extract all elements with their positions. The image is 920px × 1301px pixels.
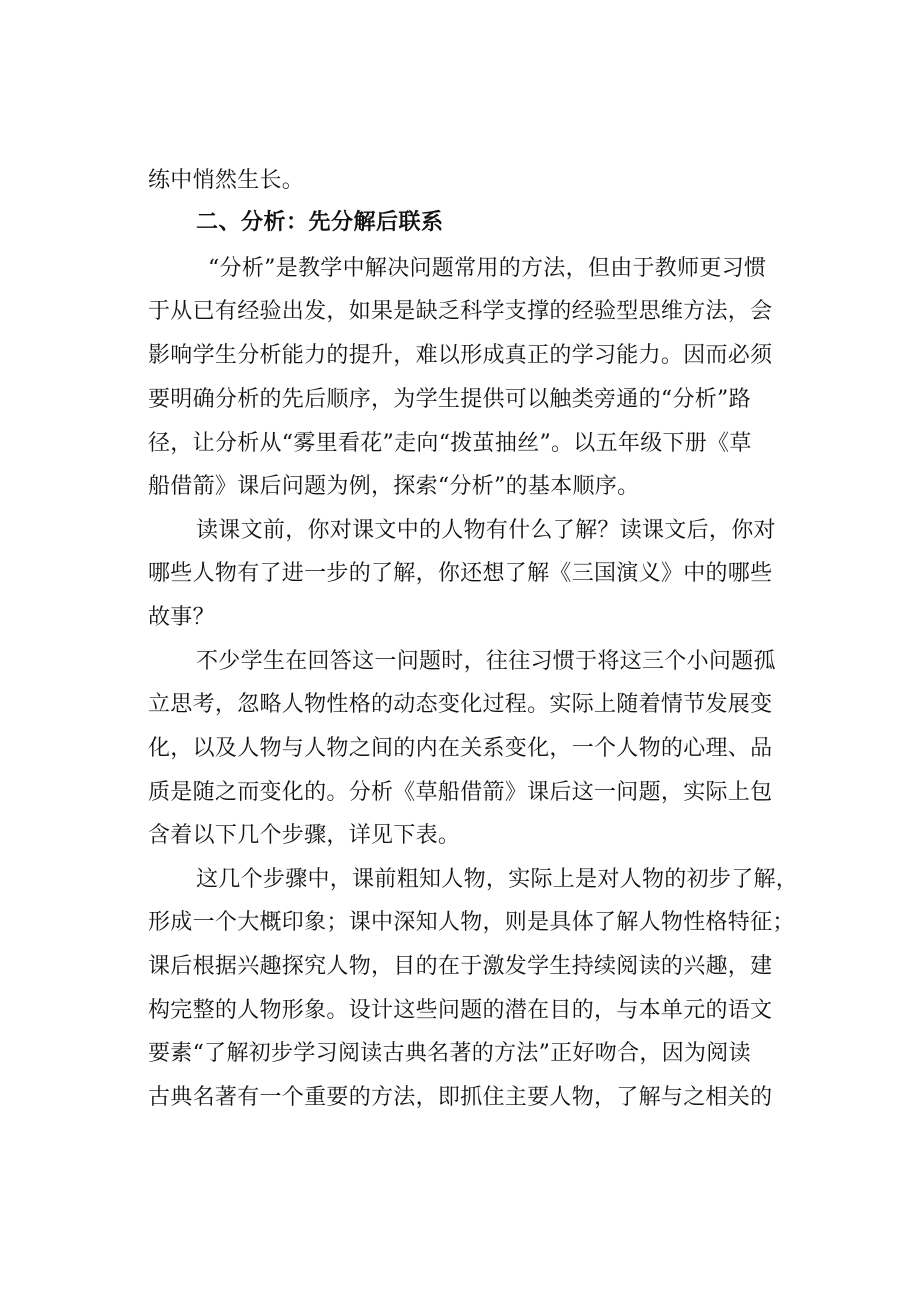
paragraph-line: 要素“了解初步学习阅读古典名著的方法”正好吻合，因为阅读 <box>148 1041 751 1066</box>
paragraph-line: 古典名著有一个重要的方法，即抓住主要人物，了解与之相关的 <box>148 1085 773 1110</box>
paragraph-line: 船借箭》课后问题为例，探索“分析”的基本顺序。 <box>148 474 640 499</box>
paragraph-line: 读课文前，你对课文中的人物有什么了解？读课文后，你对 <box>196 518 776 543</box>
paragraph-line: “分析”是教学中解决问题常用的方法，但由于教师更习惯 <box>208 256 767 281</box>
paragraph-line: 不少学生在回答这一问题时，往往习惯于将这三个小问题孤 <box>196 649 776 674</box>
paragraph-line: 故事？ <box>148 605 215 630</box>
paragraph-line: 化，以及人物与人物之间的内在关系变化，一个人物的心理、品 <box>148 736 773 761</box>
section-heading: 二、分析：先分解后联系 <box>196 210 444 235</box>
paragraph-line: 质是随之而变化的。分析《草船借箭》课后这一问题，实际上包 <box>148 780 773 805</box>
paragraph-line: 含着以下几个步骤，详见下表。 <box>148 823 461 848</box>
paragraph-line: 于从已有经验出发，如果是缺乏科学支撑的经验型思维方法，会 <box>148 299 773 324</box>
paragraph-line: 径，让分析从“雾里看花”走向“拨茧抽丝”。以五年级下册《草 <box>148 431 752 456</box>
paragraph-line: 练中悄然生长。 <box>148 168 305 193</box>
paragraph-line: 影响学生分析能力的提升，难以形成真正的学习能力。因而必须 <box>148 343 773 368</box>
paragraph-line: 立思考，忽略人物性格的动态变化过程。实际上随着情节发展变 <box>148 692 773 717</box>
paragraph-line: 课后根据兴趣探究人物，目的在于激发学生持续阅读的兴趣，建 <box>148 954 773 979</box>
paragraph-line: 这几个步骤中，课前粗知人物，实际上是对人物的初步了解， <box>196 867 799 892</box>
paragraph-line: 形成一个大概印象；课中深知人物，则是具体了解人物性格特征； <box>148 910 795 935</box>
paragraph-line: 要明确分析的先后顺序，为学生提供可以触类旁通的“分析”路 <box>148 387 751 412</box>
paragraph-line: 哪些人物有了进一步的了解，你还想了解《三国演义》中的哪些 <box>148 561 773 586</box>
paragraph-line: 构完整的人物形象。设计这些问题的潜在目的，与本单元的语文 <box>148 998 773 1023</box>
